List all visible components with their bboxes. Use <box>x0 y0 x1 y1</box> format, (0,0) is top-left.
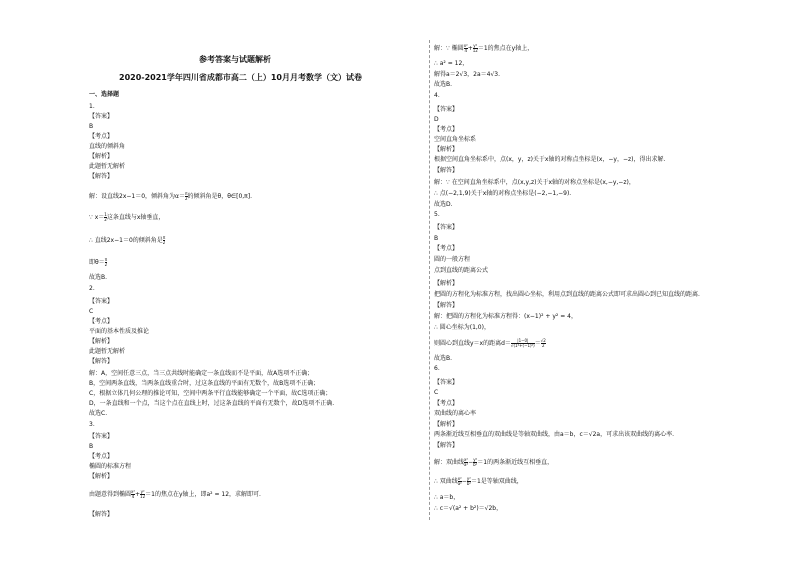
q5-step-1: 解：把圆的方程化为标准方程得：(x−1)² + y² = 4， <box>434 313 577 320</box>
fraction: $\frac{\pi}{2}$ <box>185 191 188 201</box>
doc-title: 参考答案与试题解析 <box>199 55 271 64</box>
q4-answer: D <box>434 116 439 123</box>
q2-step-1: 解：A，空间任意三点，当三点共线时能确定一条直线而不是平面，故A选项不正确； <box>89 370 314 377</box>
q1-number: 1. <box>89 103 95 110</box>
q6-solution-tag: 【解答】 <box>434 442 459 449</box>
fraction: $\frac{\text{x²}}{\text{a²}}$ <box>457 476 462 486</box>
q2-step-5: 故选C. <box>89 410 108 417</box>
q4-point-tag: 【考点】 <box>434 126 459 133</box>
section-heading: 一、选择题 <box>89 91 120 98</box>
q5-solution-tag: 【解答】 <box>434 302 459 309</box>
q1-answer: B <box>89 123 94 130</box>
q6-point-tag: 【考点】 <box>434 400 459 407</box>
fraction: $\frac{\text{x²}}{4}$ <box>131 489 135 499</box>
q4-step-2: ∴ 点(−2,1,9)关于x轴的对称点坐标是(−2,−1,−9). <box>434 190 572 197</box>
q1-step-1: 解：设直线2x−1＝0，倾斜角为α＝ $\frac{\pi}{2}$ 的倾斜角是θ，θ∈[0,π]. <box>89 191 253 201</box>
q4-point: 空间直角坐标系 <box>434 136 477 143</box>
q2-analysis: 此题暂无解析 <box>89 348 126 355</box>
q2-point: 平面的基本性质及推论 <box>89 328 150 335</box>
q5-number: 5. <box>434 211 440 218</box>
q3-solution-step-3: 解得a＝2√3，2a＝4√3. <box>434 71 500 78</box>
q6-step-3: ∴ a＝b， <box>434 494 460 501</box>
fraction: $\frac{√2}{2}$ <box>540 338 546 348</box>
q5-point-1: 圆的一般方程 <box>434 256 471 263</box>
q1-step-2: ∵ x＝ $\frac{1}{2}$ 这条直线与x轴垂直， <box>89 212 165 222</box>
q6-step-1: 解：双曲线 $\frac{\text{x²}}{\text{a²}}$ − $\frac{\text{y²}}{\text{b²}}$ ＝1的两条渐近线互相垂直， <box>434 457 554 467</box>
q1-step-3: ∴ 直线2x−1＝0的倾斜角是 $\frac{\pi}{2}$ <box>89 235 166 245</box>
q4-solution-tag: 【解答】 <box>434 167 459 174</box>
column-divider <box>429 40 430 520</box>
q2-step-3: C，根据立体几何公理的推论可知，空间中两条平行直线能够确定一个平面，故C选项正确； <box>89 390 332 397</box>
q3-solution-step-4: 故选B. <box>434 81 453 88</box>
q2-step-4: D，一条直线和一个点，当这个点在直线上时，过这条直线的平面有无数个，故D选项不正确. <box>89 400 335 407</box>
q2-answer-tag: 【答案】 <box>89 298 114 305</box>
q3-solution-step-1: 解：∵ 椭圆 $\frac{\text{x²}}{4}$ + $\frac{\text{y²}}{12}$ ＝1的焦点在y轴上， <box>434 43 534 53</box>
q6-answer: C <box>434 389 439 396</box>
q5-point-2: 点到直线的距离公式 <box>434 267 489 274</box>
q2-point-tag: 【考点】 <box>89 318 114 325</box>
q3-answer-tag: 【答案】 <box>89 433 114 440</box>
fraction: $\frac{\text{y²}}{\text{b²}}$ <box>466 476 471 486</box>
q3-answer: B <box>89 443 94 450</box>
q6-analysis-tag: 【解析】 <box>434 421 459 428</box>
q4-step-1: 解：∵ 在空间直角坐标系中，点(x,y,z)关于x轴的对称点坐标是(x,−y,−z)， <box>434 179 635 186</box>
q1-step-5: 故选B. <box>89 274 108 281</box>
q6-number: 6. <box>434 365 440 372</box>
q1-analysis: 此题暂无解析 <box>89 163 126 170</box>
q5-step-2: ∴ 圆心坐标为(1,0)， <box>434 324 490 331</box>
q1-point: 直线的倾斜角 <box>89 143 126 150</box>
q5-step-4: 故选B. <box>434 355 453 362</box>
doc-subtitle: 2020-2021学年四川省成都市高二（上）10月月考数学（文）试卷 <box>119 73 362 82</box>
q3-solution-tag: 【解答】 <box>89 511 114 518</box>
q3-point-tag: 【考点】 <box>89 453 114 460</box>
q4-analysis-tag: 【解析】 <box>434 146 459 153</box>
q5-point-tag: 【考点】 <box>434 245 459 252</box>
q1-point-tag: 【考点】 <box>89 133 114 140</box>
fraction: $\frac{\text{x²}}{\text{a²}}$ <box>464 457 469 467</box>
q2-analysis-tag: 【解析】 <box>89 338 114 345</box>
q5-answer: B <box>434 235 439 242</box>
q4-answer-tag: 【答案】 <box>434 106 459 113</box>
q3-analysis-tag: 【解析】 <box>89 473 114 480</box>
q3-analysis: 由题意得到椭圆 $\frac{\text{x²}}{4}$ + $\frac{\text{y²}}{12}$ ＝1的焦点在y轴上，即a² = 12，求解即可. <box>89 489 261 499</box>
fraction: $\frac{\pi}{2}$ <box>162 235 166 245</box>
q6-analysis: 两条渐近线互相垂直的双曲线是等轴双曲线，由a＝b，c＝√2a，可求出该双曲线的离心率. <box>434 431 675 438</box>
q4-number: 4. <box>434 92 440 99</box>
q3-point: 椭圆的标准方程 <box>89 463 132 470</box>
q3-solution-step-2: ∴ a² = 12， <box>434 60 469 67</box>
q5-analysis-tag: 【解析】 <box>434 280 459 287</box>
q5-answer-tag: 【答案】 <box>434 224 459 231</box>
fraction: $\frac{\text{y²}}{12}$ <box>140 489 146 499</box>
q5-analysis: 把圆的方程化为标准方程，找出圆心坐标，利用点到直线的距离公式即可求出圆心到已知直线的距离. <box>434 291 700 298</box>
q2-number: 2. <box>89 285 95 292</box>
q6-answer-tag: 【答案】 <box>434 379 459 386</box>
q2-solution-tag: 【解答】 <box>89 358 114 365</box>
q5-step-3: 则圆心到直线y＝x的距离d＝ $\frac{|1-0|}{\text{√(1²+(−1)²)}}$ ＝ $\frac{√2}{2}$ <box>434 338 546 348</box>
fraction: $\frac{\pi}{2}$ <box>104 257 108 267</box>
fraction: $\frac{\text{x²}}{4}$ <box>463 43 468 53</box>
fraction: $\frac{\text{y²}}{12}$ <box>472 43 478 53</box>
fraction: $\frac{1}{2}$ <box>104 212 107 222</box>
q4-step-3: 故选D. <box>434 201 453 208</box>
q2-answer: C <box>89 308 94 315</box>
q1-step-4: 即θ＝ $\frac{\pi}{2}$ <box>89 257 108 267</box>
fraction: $\frac{\text{y²}}{\text{b²}}$ <box>473 457 478 467</box>
q2-step-2: B，空间两条直线，当两条直线重合时，过这条直线的平面有无数个，故B选项不正确； <box>89 380 320 387</box>
fraction: $\frac{|1-0|}{\text{√(1²+(−1)²)}}$ <box>510 338 535 348</box>
q1-solution-tag: 【解答】 <box>89 173 114 180</box>
q1-answer-tag: 【答案】 <box>89 113 114 120</box>
q6-step-4: ∴ c＝√(a² + b²)＝√2b， <box>434 505 503 512</box>
q6-point: 双曲线的离心率 <box>434 410 477 417</box>
q4-analysis: 根据空间直角坐标系中，点(x，y，z)关于x轴的对称点坐标是(x，−y，−z)，得出求解. <box>434 156 666 163</box>
q6-step-2: ∴ 双曲线 $\frac{\text{x²}}{\text{a²}}$ − $\frac{\text{y²}}{\text{b²}}$ ＝1是等轴双曲线， <box>434 476 523 486</box>
q3-number: 3. <box>89 421 95 428</box>
q1-analysis-tag: 【解析】 <box>89 153 114 160</box>
